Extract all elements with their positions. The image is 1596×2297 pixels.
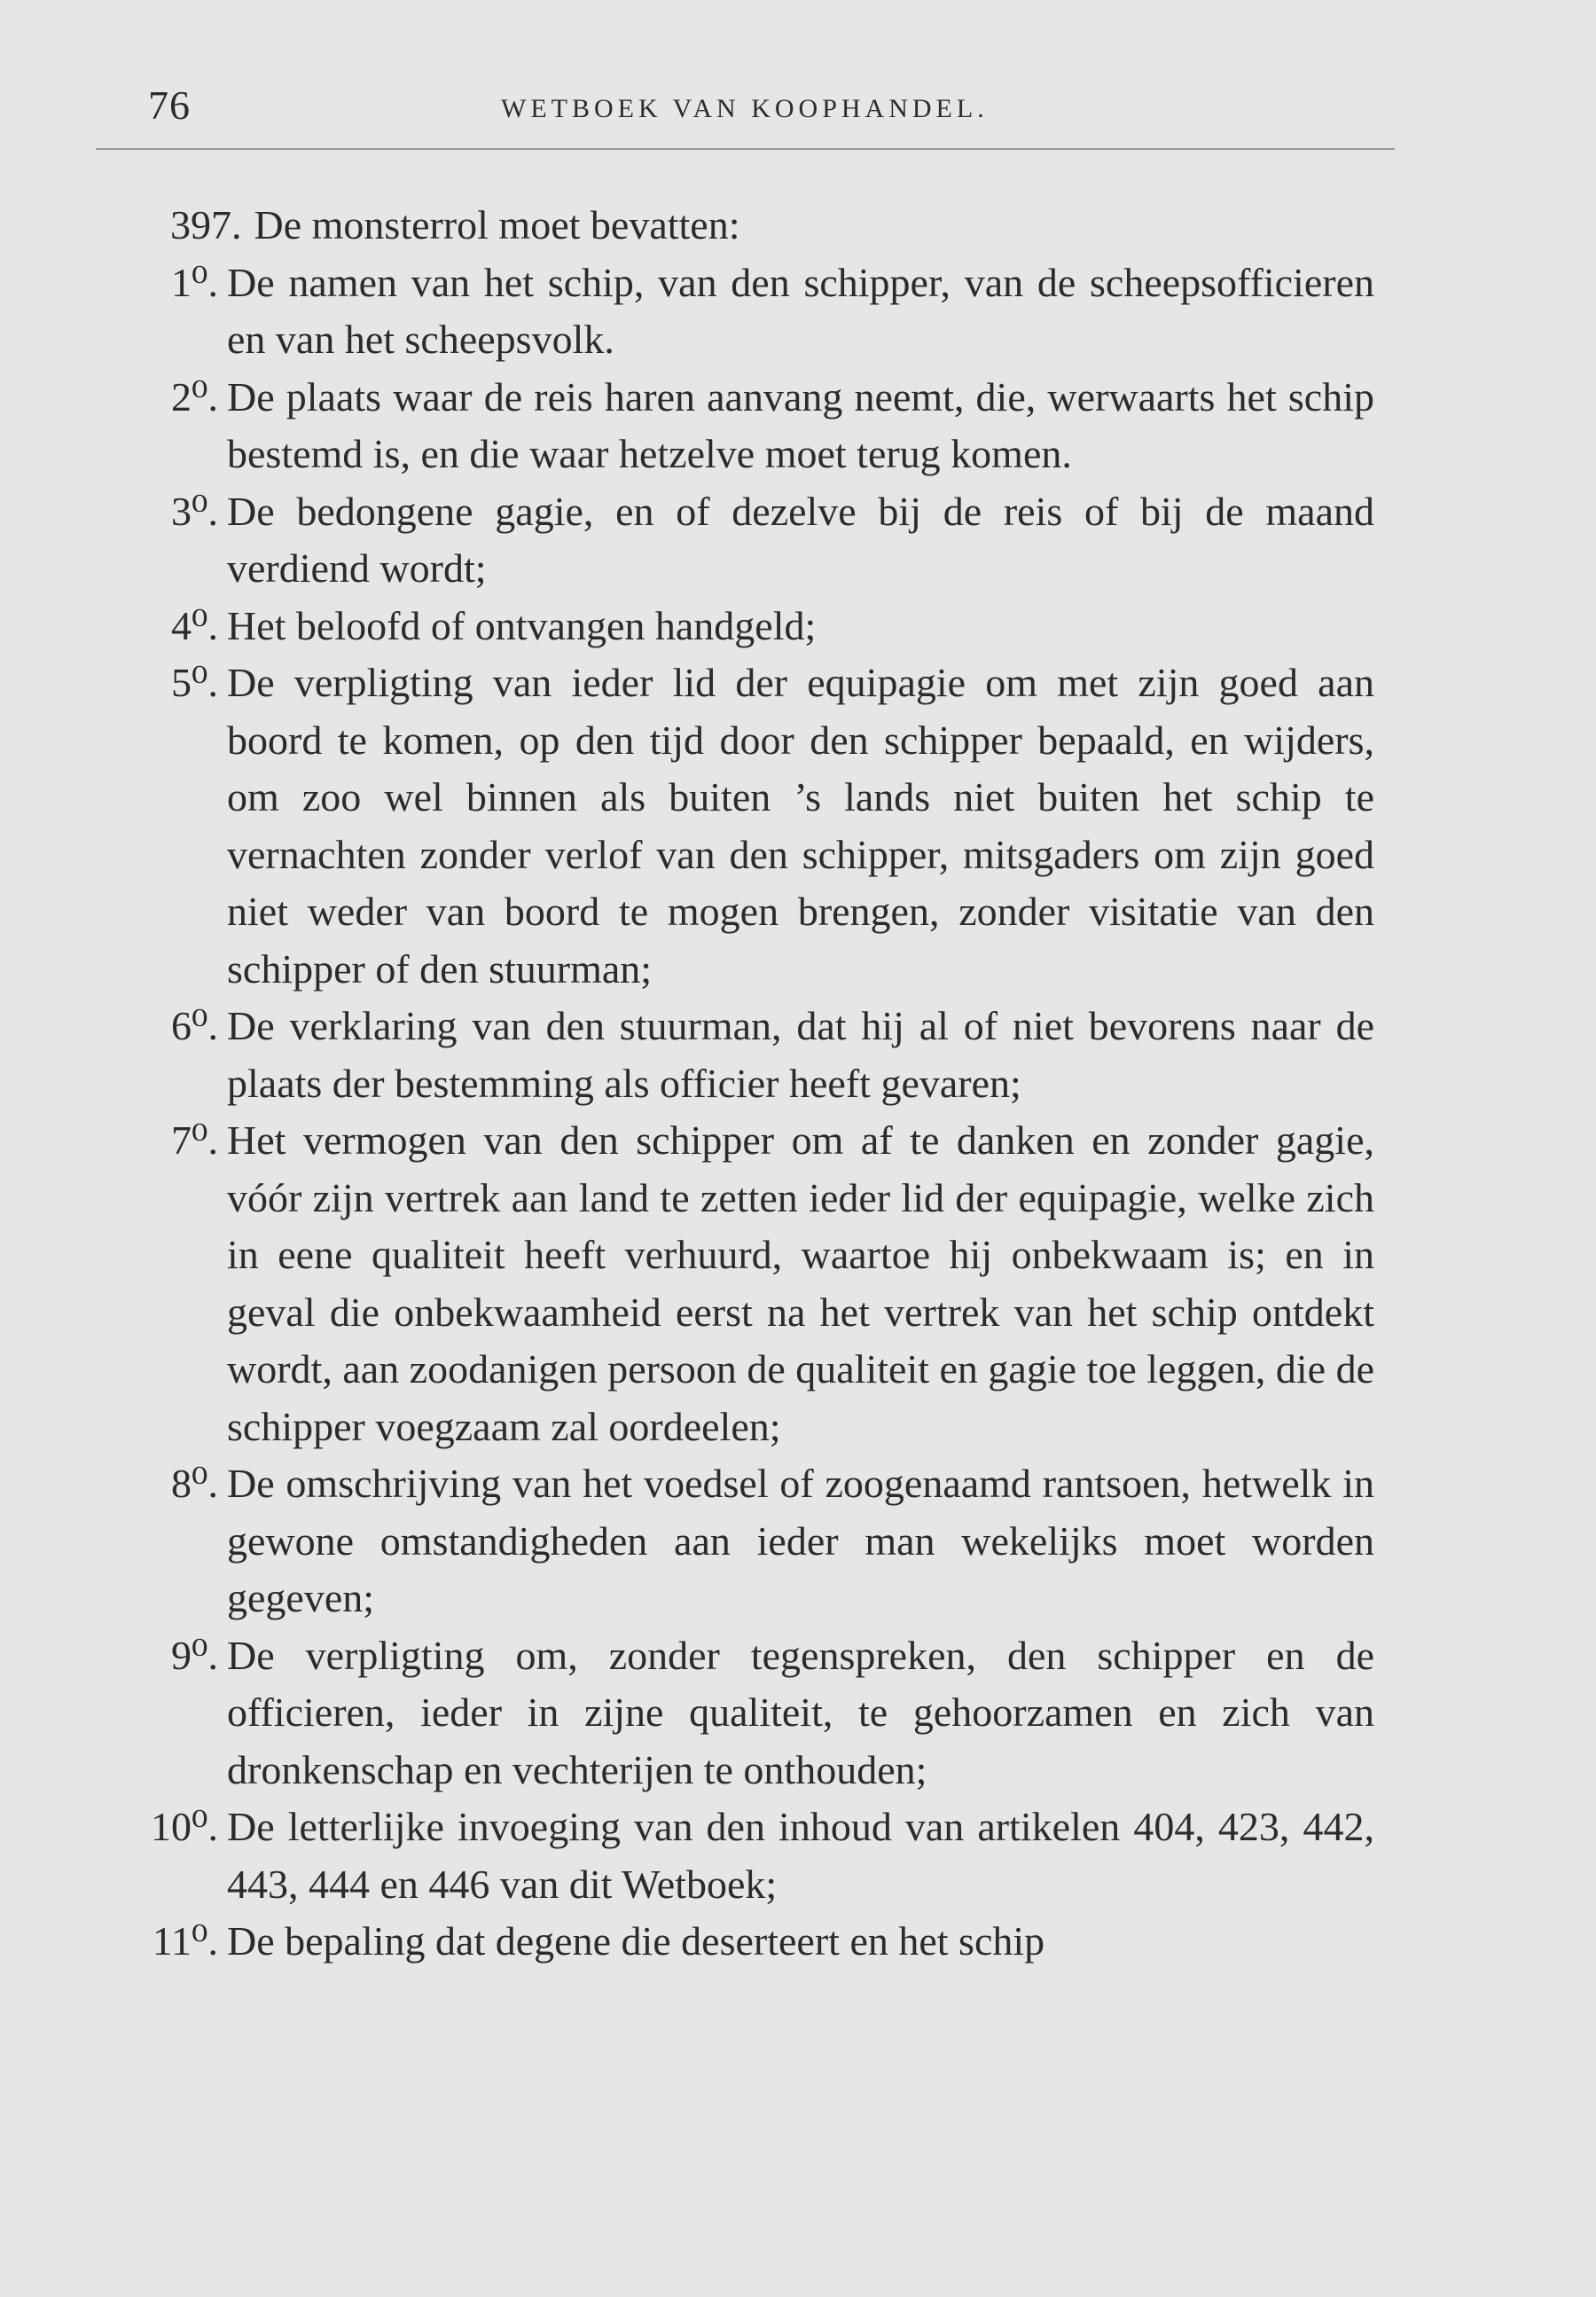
item-text: De omschrijving van het voedsel of zoogenaamd rantsoen, hetwelk in gewone omstandigheden aan ieder man wekelijks moet worden gegeven; <box>227 1461 1374 1620</box>
item-number: 9⁰. <box>171 1632 218 1678</box>
article-intro-text: De monsterrol moet bevatten: <box>254 202 740 247</box>
page-number: 76 <box>148 82 191 128</box>
item-text: De plaats waar de reis haren aanvang neemt, die, werwaarts het schip bestemd is, en die waar hetzelve moet terug komen. <box>227 373 1374 476</box>
article-number: 397. <box>170 202 242 247</box>
header-rule <box>96 148 1395 150</box>
list-item <box>115 1455 1374 1627</box>
item-number: 6⁰. <box>171 1003 218 1048</box>
item-number: 4⁰. <box>171 602 218 648</box>
running-title: WETBOEK VAN KOOPHANDEL. <box>501 94 989 123</box>
list-item <box>115 483 1374 598</box>
item-text: De verklaring van den stuurman, dat hij al of niet bevorens naar de plaats der bestemming als officier heeft gevaren; <box>227 1003 1374 1106</box>
item-number: 8⁰. <box>171 1461 218 1506</box>
item-text: De namen van het schip, van den schipper, van de scheepsofficieren en van het scheepsvolk. <box>227 259 1374 362</box>
item-number: 10⁰. <box>151 1804 218 1849</box>
item-text: De letterlijke invoeging van den inhoud van artikelen 404, 423, 442, 443, 444 en 446 van dit Wetboek; <box>227 1804 1374 1907</box>
item-text: Het beloofd of ontvangen handgeld; <box>227 602 817 648</box>
list-item <box>115 255 1374 369</box>
page-header <box>146 82 1392 135</box>
article-body <box>115 197 1374 1971</box>
item-number: 2⁰. <box>171 373 218 419</box>
item-number: 7⁰. <box>171 1117 218 1163</box>
list-item <box>115 998 1374 1112</box>
list-item <box>115 655 1374 998</box>
list-item <box>115 1627 1374 1799</box>
article-intro <box>115 197 1374 255</box>
list-item <box>115 1112 1374 1455</box>
item-text: De verpligting om, zonder tegenspreken, den schipper en de officieren, ieder in zijne qualiteit, te gehoorzamen en zich van dronkenschap en vechterijen te onthouden; <box>227 1632 1374 1792</box>
item-text: De verpligting van ieder lid der equipagie om met zijn goed aan boord te komen, op den tijd door den schipper bepaald, en wijders, om zoo wel binnen als buiten ’s lands niet buiten het schip te vernachten zonder verlof van den schipper, mitsgaders om zijn goed niet weder van boord te mogen brengen, zonder visitatie van den schipper of den stuurman; <box>227 660 1374 992</box>
item-number: 5⁰. <box>171 660 218 705</box>
item-number: 11⁰. <box>152 1918 218 1964</box>
item-text: De bepaling dat degene die deserteert en het schip <box>227 1918 1045 1964</box>
item-number: 3⁰. <box>171 488 218 534</box>
list-item <box>115 1913 1374 1971</box>
item-number: 1⁰. <box>171 259 218 305</box>
list-item <box>115 598 1374 655</box>
item-text: De bedongene gagie, en of dezelve bij de reis of bij de maand verdiend wordt; <box>227 488 1374 591</box>
list-item <box>115 1799 1374 1913</box>
list-item <box>115 369 1374 483</box>
item-text: Het vermogen van den schipper om af te danken en zonder gagie, vóór zijn vertrek aan land te zetten ieder lid der equipagie, welke zich in eene qualiteit heeft verhuurd, waartoe hij onbekwaam is; en in geval die onbekwaamheid eerst na het vertrek van het schip ontdekt wordt, aan zoodanigen persoon de qualiteit en gagie toe leggen, die de schipper voegzaam zal oordeelen; <box>227 1117 1374 1449</box>
